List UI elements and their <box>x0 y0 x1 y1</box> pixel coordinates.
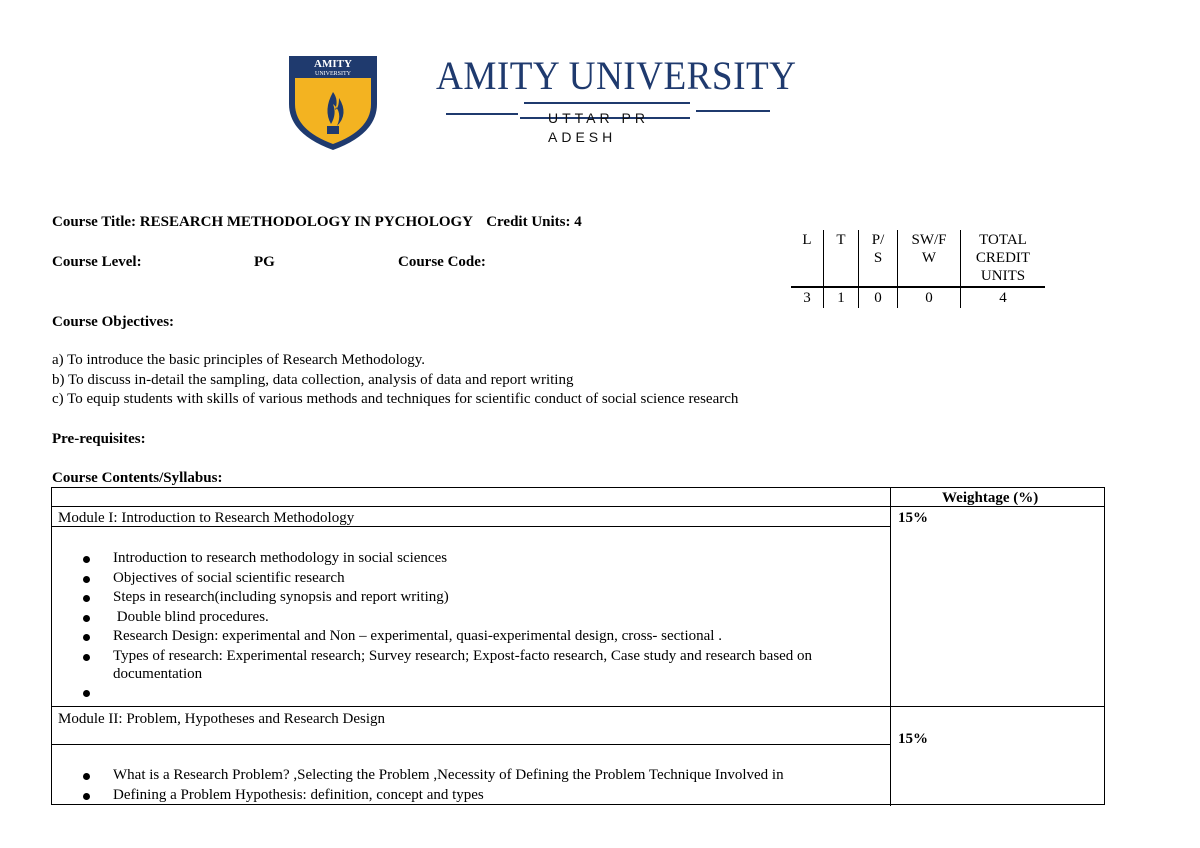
course-code-label: Course Code: <box>398 254 486 270</box>
objective-item: c) To equip students with skills of various methods and techniques for scientific conduct of social science research <box>52 391 739 407</box>
list-item <box>83 683 853 701</box>
list-item: Objectives of social scientific research <box>83 569 853 589</box>
credits-table <box>791 230 1045 308</box>
objective-item: a) To introduce the basic principles of Research Methodology. <box>52 352 426 368</box>
brand-subtitle-2: ADESH <box>548 129 617 145</box>
bullet-icon <box>83 576 90 583</box>
course-title-value: RESEARCH METHODOLOGY IN PYCHOLOGY <box>139 214 473 230</box>
credits-value-ps: 0 <box>859 287 898 308</box>
course-title-row <box>52 213 582 231</box>
course-title-label: Course Title: <box>52 214 137 230</box>
list-item: Introduction to research methodology in social sciences <box>83 549 853 569</box>
logo-text-university: UNIVERSITY <box>315 71 351 77</box>
credits-value-swfw: 0 <box>898 287 961 308</box>
bullet-icon <box>83 654 90 661</box>
bullet-icon <box>83 773 90 780</box>
bullet-icon <box>83 595 90 602</box>
logo-text-amity: AMITY <box>314 58 352 70</box>
amity-logo <box>287 52 379 152</box>
credit-units: Credit Units: 4 <box>486 214 582 230</box>
module-1-weightage: 15% <box>898 510 928 526</box>
credits-value-t: 1 <box>824 287 859 308</box>
credits-value-total: 4 <box>961 287 1046 308</box>
credits-header-t: T <box>824 230 859 287</box>
brand-divider <box>446 113 518 115</box>
bullet-icon <box>83 556 90 563</box>
credits-header-l: L <box>791 230 824 287</box>
module-1-topics <box>83 549 853 701</box>
list-item: Research Design: experimental and Non – experimental, quasi-experimental design, cross- sectional . <box>83 627 853 647</box>
list-item: Types of research: Experimental research; Survey research; Expost-facto research, Case study and research based on documentation <box>83 647 853 683</box>
brand-name: AMITY UNIVERSITY <box>436 53 797 98</box>
list-item: What is a Research Problem? ,Selecting the Problem ,Necessity of Defining the Problem Technique Involved in <box>83 766 883 786</box>
module-2-topics <box>83 766 883 805</box>
credits-header-swfw: SW/F W <box>898 230 961 287</box>
credits-header-ps: P/ S <box>859 230 898 287</box>
weightage-header: Weightage (%) <box>942 490 1039 506</box>
objective-item: b) To discuss in-detail the sampling, data collection, analysis of data and report writing <box>52 372 574 388</box>
objectives-label: Course Objectives: <box>52 314 175 330</box>
module-2-weightage: 15% <box>898 731 928 747</box>
prerequisites-label: Pre-requisites: <box>52 431 146 447</box>
course-level-label: Course Level: <box>52 254 142 270</box>
bullet-icon <box>83 634 90 641</box>
row-divider <box>52 744 890 745</box>
bullet-icon <box>83 615 90 622</box>
brand-divider <box>524 102 690 104</box>
list-item: Steps in research(including synopsis and report writing) <box>83 588 853 608</box>
brand-divider <box>696 110 770 112</box>
column-divider <box>890 488 891 806</box>
list-item: Defining a Problem Hypothesis: definition, concept and types <box>83 786 883 806</box>
module-1-title: Module I: Introduction to Research Methodology <box>58 510 355 526</box>
course-level-value: PG <box>254 254 275 270</box>
list-item: Double blind procedures. <box>83 608 853 628</box>
contents-label: Course Contents/Syllabus: <box>52 470 223 486</box>
bullet-icon <box>83 690 90 697</box>
brand-subtitle-1: UTTAR PR <box>548 110 649 126</box>
credits-header-total: TOTAL CREDIT UNITS <box>961 230 1046 287</box>
syllabus-table <box>51 487 1105 805</box>
bullet-icon <box>83 793 90 800</box>
row-divider <box>52 706 1104 707</box>
module-2-title: Module II: Problem, Hypotheses and Research Design <box>58 711 386 727</box>
credits-value-l: 3 <box>791 287 824 308</box>
